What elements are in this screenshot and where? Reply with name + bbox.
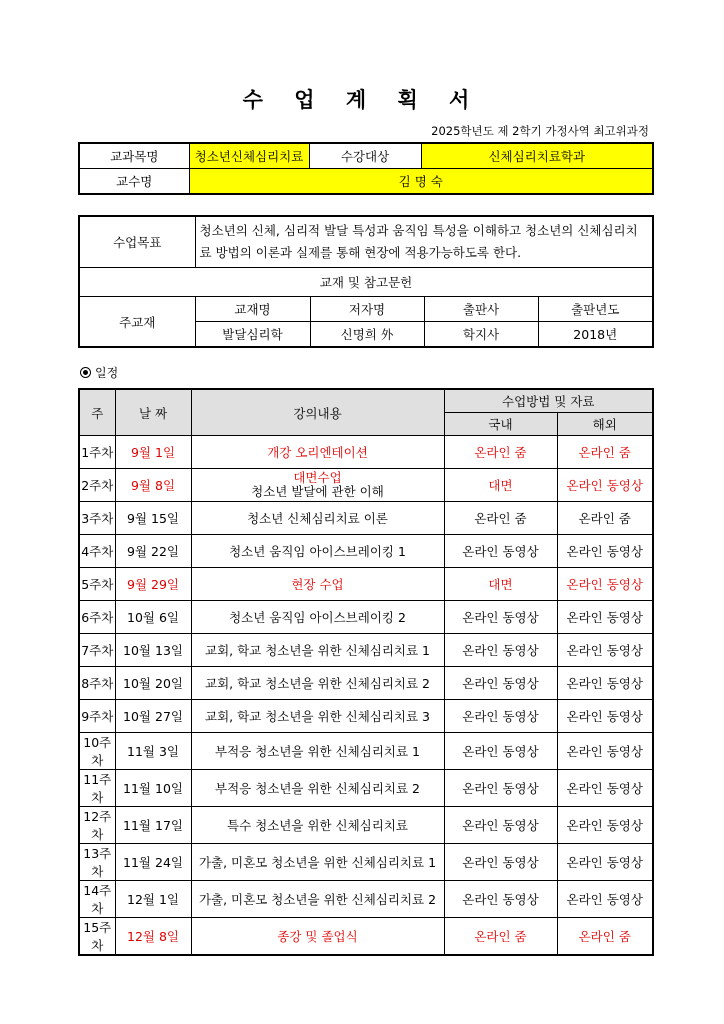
content-cell: 종강 및 졸업식 xyxy=(191,918,444,956)
date-cell: 10월 27일 xyxy=(115,700,191,733)
schedule-row xyxy=(79,535,653,568)
header-method: 수업방법 및 자료 xyxy=(444,389,653,413)
content-cell: 부적응 청소년을 위한 신체심리치료 2 xyxy=(191,770,444,807)
week-cell: 13주차 xyxy=(79,844,115,881)
domestic-cell: 온라인 동영상 xyxy=(444,634,557,667)
date-cell: 9월 22일 xyxy=(115,535,191,568)
header-date: 날 짜 xyxy=(115,389,191,436)
header-week: 주 xyxy=(79,389,115,436)
schedule-row xyxy=(79,634,653,667)
content-cell: 현장 수업 xyxy=(191,568,444,601)
overseas-cell: 온라인 동영상 xyxy=(557,535,653,568)
schedule-row xyxy=(79,469,653,502)
content-cell: 개강 오리엔테이션 xyxy=(191,436,444,469)
schedule-row xyxy=(79,502,653,535)
header-content: 강의내용 xyxy=(191,389,444,436)
week-cell: 7주차 xyxy=(79,634,115,667)
week-cell: 12주차 xyxy=(79,807,115,844)
domestic-cell: 온라인 동영상 xyxy=(444,881,557,918)
schedule-row xyxy=(79,770,653,807)
week-cell: 1주차 xyxy=(79,436,115,469)
date-cell: 9월 29일 xyxy=(115,568,191,601)
content-cell: 청소년 움직임 아이스브레이킹 2 xyxy=(191,601,444,634)
content-cell: 가출, 미혼모 청소년을 위한 신체심리치료 2 xyxy=(191,881,444,918)
schedule-row xyxy=(79,844,653,881)
date-cell: 12월 8일 xyxy=(115,918,191,956)
date-cell: 11월 3일 xyxy=(115,733,191,770)
subject-label: 교과목명 xyxy=(79,143,189,169)
content-cell: 교회, 학교 청소년을 위한 신체심리치료 1 xyxy=(191,634,444,667)
content-line-2: 청소년 발달에 관한 이해 xyxy=(251,484,384,499)
domestic-cell: 대면 xyxy=(444,469,557,502)
col-author: 저자명 xyxy=(310,297,424,322)
date-cell: 9월 8일 xyxy=(115,469,191,502)
date-cell: 11월 24일 xyxy=(115,844,191,881)
week-cell: 15주차 xyxy=(79,918,115,956)
goals-label: 수업목표 xyxy=(79,216,195,268)
professor-value: 김 명 숙 xyxy=(189,169,653,195)
overseas-cell: 온라인 동영상 xyxy=(557,881,653,918)
overseas-cell: 온라인 동영상 xyxy=(557,568,653,601)
week-cell: 10주차 xyxy=(79,733,115,770)
domestic-cell: 온라인 동영상 xyxy=(444,807,557,844)
textbook-value: 발달심리학 xyxy=(195,322,310,348)
domestic-cell: 온라인 동영상 xyxy=(444,770,557,807)
schedule-row xyxy=(79,601,653,634)
schedule-row xyxy=(79,700,653,733)
schedule-table xyxy=(78,388,654,956)
overseas-cell: 온라인 줌 xyxy=(557,502,653,535)
col-year: 출판년도 xyxy=(538,297,653,322)
content-cell xyxy=(191,469,444,502)
publisher-value: 학지사 xyxy=(424,322,538,348)
domestic-cell: 온라인 동영상 xyxy=(444,700,557,733)
week-cell: 6주차 xyxy=(79,601,115,634)
domestic-cell: 온라인 줌 xyxy=(444,918,557,956)
target-value: 신체심리치료학과 xyxy=(421,143,653,169)
schedule-label: 일정 xyxy=(80,364,118,381)
header-overseas: 해외 xyxy=(557,413,653,436)
overseas-cell: 온라인 동영상 xyxy=(557,601,653,634)
schedule-row xyxy=(79,918,653,956)
goals-table xyxy=(78,215,654,348)
week-cell: 9주차 xyxy=(79,700,115,733)
col-textbook: 교재명 xyxy=(195,297,310,322)
overseas-cell: 온라인 동영상 xyxy=(557,844,653,881)
schedule-row xyxy=(79,436,653,469)
schedule-row xyxy=(79,733,653,770)
domestic-cell: 온라인 동영상 xyxy=(444,667,557,700)
content-cell: 청소년 움직임 아이스브레이킹 1 xyxy=(191,535,444,568)
professor-label: 교수명 xyxy=(79,169,189,195)
overseas-cell: 온라인 동영상 xyxy=(557,634,653,667)
header-domestic: 국내 xyxy=(444,413,557,436)
page-title: 수 업 계 획 서 xyxy=(242,88,482,112)
main-textbook-label: 주교재 xyxy=(79,297,195,348)
overseas-cell: 온라인 줌 xyxy=(557,918,653,956)
date-cell: 12월 1일 xyxy=(115,881,191,918)
week-cell: 2주차 xyxy=(79,469,115,502)
domestic-cell: 온라인 줌 xyxy=(444,436,557,469)
semester-label: 2025학년도 제 2학기 가정사역 최고위과정 xyxy=(431,124,649,138)
overseas-cell: 온라인 동영상 xyxy=(557,469,653,502)
content-cell: 부적응 청소년을 위한 신체심리치료 1 xyxy=(191,733,444,770)
domestic-cell: 온라인 동영상 xyxy=(444,535,557,568)
year-value: 2018년 xyxy=(538,322,653,348)
overseas-cell: 온라인 줌 xyxy=(557,436,653,469)
content-line-1: 대면수업 xyxy=(293,470,342,485)
goals-text: 청소년의 신체, 심리적 발달 특성과 움직임 특성을 이해하고 청소년의 신체심리치료 방법의 이론과 실제를 통해 현장에 적용가능하도록 한다. xyxy=(195,216,653,268)
subject-value: 청소년신체심리치료 xyxy=(189,143,309,169)
domestic-cell: 온라인 동영상 xyxy=(444,733,557,770)
overseas-cell: 온라인 동영상 xyxy=(557,700,653,733)
col-publisher: 출판사 xyxy=(424,297,538,322)
schedule-row xyxy=(79,881,653,918)
domestic-cell: 온라인 동영상 xyxy=(444,601,557,634)
domestic-cell: 대면 xyxy=(444,568,557,601)
date-cell: 10월 13일 xyxy=(115,634,191,667)
date-cell: 9월 1일 xyxy=(115,436,191,469)
date-cell: 10월 20일 xyxy=(115,667,191,700)
week-cell: 4주차 xyxy=(79,535,115,568)
date-cell: 11월 10일 xyxy=(115,770,191,807)
course-info-table xyxy=(78,142,654,195)
overseas-cell: 온라인 동영상 xyxy=(557,807,653,844)
schedule-row xyxy=(79,667,653,700)
target-label: 수강대상 xyxy=(309,143,421,169)
schedule-row xyxy=(79,807,653,844)
domestic-cell: 온라인 줌 xyxy=(444,502,557,535)
content-cell: 가출, 미혼모 청소년을 위한 신체심리치료 1 xyxy=(191,844,444,881)
date-cell: 9월 15일 xyxy=(115,502,191,535)
date-cell: 11월 17일 xyxy=(115,807,191,844)
content-cell: 청소년 신체심리치료 이론 xyxy=(191,502,444,535)
week-cell: 14주차 xyxy=(79,881,115,918)
week-cell: 3주차 xyxy=(79,502,115,535)
content-cell: 특수 청소년을 위한 신체심리치료 xyxy=(191,807,444,844)
materials-header: 교재 및 참고문헌 xyxy=(79,268,653,297)
week-cell: 8주차 xyxy=(79,667,115,700)
schedule-row xyxy=(79,568,653,601)
overseas-cell: 온라인 동영상 xyxy=(557,770,653,807)
content-cell: 교회, 학교 청소년을 위한 신체심리치료 2 xyxy=(191,667,444,700)
domestic-cell: 온라인 동영상 xyxy=(444,844,557,881)
author-value: 신명희 外 xyxy=(310,322,424,348)
week-cell: 11주차 xyxy=(79,770,115,807)
radio-bullet-icon xyxy=(80,367,91,378)
week-cell: 5주차 xyxy=(79,568,115,601)
overseas-cell: 온라인 동영상 xyxy=(557,667,653,700)
content-cell: 교회, 학교 청소년을 위한 신체심리치료 3 xyxy=(191,700,444,733)
overseas-cell: 온라인 동영상 xyxy=(557,733,653,770)
date-cell: 10월 6일 xyxy=(115,601,191,634)
